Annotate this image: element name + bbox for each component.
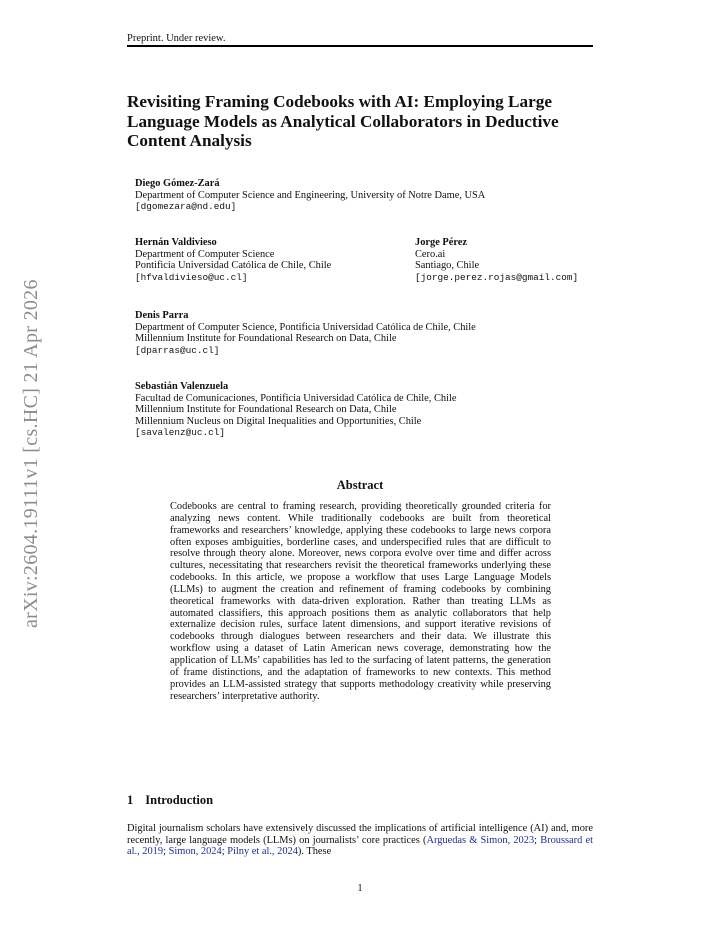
author-affiliation: Department of Computer Science [135,248,275,260]
author-block [135,178,485,213]
author-affiliation: Facultad de Comunicaciones, Pontificia Universidad Católica de Chile, Chile [135,392,457,404]
author-email: [hfvaldivieso@uc.cl] [135,271,248,283]
title-line: Language Models as Analytical Collaborators in Deductive [127,111,559,131]
abstract-text: Codebooks are central to framing research, providing theoretically grounded criteria for analyzing news content. While traditionally codebooks are built from theoretical frameworks and researchers’ knowledge, applying these codebooks to large news corpora often exposes ambiguities, borderline cases, and underspecified rules that are difficult to resolve through theory alone. Moreover, news corpora evolve over time and differ across cultures, necessitating that researchers revisit the theoretical frameworks underlying these codebooks. In this article, we propose a workflow that uses Large Language Models (LLMs) to augment the creation and refinement of framing codebooks by combining theoretical frameworks with data-driven exploration. Rather than treating LLMs as automated classifiers, this approach positions them as analytic collaborators that help externalize decision rules, surface latent dimensions, and support iterative revisions of codebooks through dialogues between researchers and their data. We illustrate this workflow using a dataset of Latin American news coverage, demonstrating how the application of LLMs’ capabilities has led to the surfacing of latent patterns, the generation of frame distinctions, and the adaptation of frameworks to new contexts. This method provides an LLM-assisted strategy that supports methodology creativity while preserving researchers’ interpretative authority. [170,501,551,702]
author-name: Sebastián Valenzuela [135,381,229,392]
author-name: Diego Gómez-Zará [135,178,220,189]
paper-title [127,92,607,151]
title-line: Content Analysis [127,131,252,150]
intro-text: Digital journalism scholars have extensively discussed the implications of artificial intelligence (AI) and, more recently, large language models (LLMs) on journalists’ core practices ( [127,823,593,846]
author-name: Denis Parra [135,310,189,321]
header-rule [127,45,593,47]
page-number: 1 [357,883,363,894]
author-affiliation: Pontificia Universidad Católica de Chile, Chile [135,260,332,272]
author-email: [jorge.perez.rojas@gmail.com] [415,271,579,283]
author-name: Hernán Valdivieso [135,237,217,248]
citation-link[interactable]: Simon, 2024 [168,846,222,858]
author-block [135,381,456,439]
intro-text: ). These [297,846,332,858]
author-email: [savalenz@uc.cl] [135,427,226,439]
author-name: Jorge Pérez [415,237,468,248]
author-affiliation: Department of Computer Science and Engineering, University of Notre Dame, USA [135,189,486,201]
author-affiliation: Cero.ai [415,248,446,260]
author-email: [dgomezara@nd.edu] [135,201,237,213]
author-block [135,237,331,283]
author-block [135,310,476,356]
section-title: Introduction [145,793,214,807]
citation-separator: ; [163,846,169,858]
arxiv-identifier: arXiv:2604.19111v1 [cs.HC] 21 Apr 2026 [20,279,42,628]
section-number: 1 [127,793,134,807]
running-header: Preprint. Under review. [127,33,226,44]
author-affiliation: Santiago, Chile [415,260,480,272]
citation-separator: ; [534,834,541,846]
citation-separator: ; [221,846,228,858]
section-heading [127,793,213,808]
author-affiliation: Department of Computer Science, Pontificia Universidad Católica de Chile, Chile [135,321,476,333]
citation-link[interactable]: Broussard et al., 2019 [127,834,593,858]
intro-paragraph [127,823,593,858]
author-affiliation: Millennium Institute for Foundational Research on Data, Chile [135,333,397,345]
title-line: Revisiting Framing Codebooks with AI: Employing Large [127,92,552,111]
citation-link[interactable]: Arguedas & Simon, 2023 [426,834,535,846]
author-email: [dparras@uc.cl] [135,344,220,356]
author-affiliation: Millennium Nucleus on Digital Inequalities and Opportunities, Chile [135,415,422,427]
author-affiliation: Millennium Institute for Foundational Research on Data, Chile [135,404,397,416]
author-block [415,237,578,283]
citation-link[interactable]: Pilny et al., 2024 [227,846,298,858]
abstract-heading: Abstract [336,478,384,492]
